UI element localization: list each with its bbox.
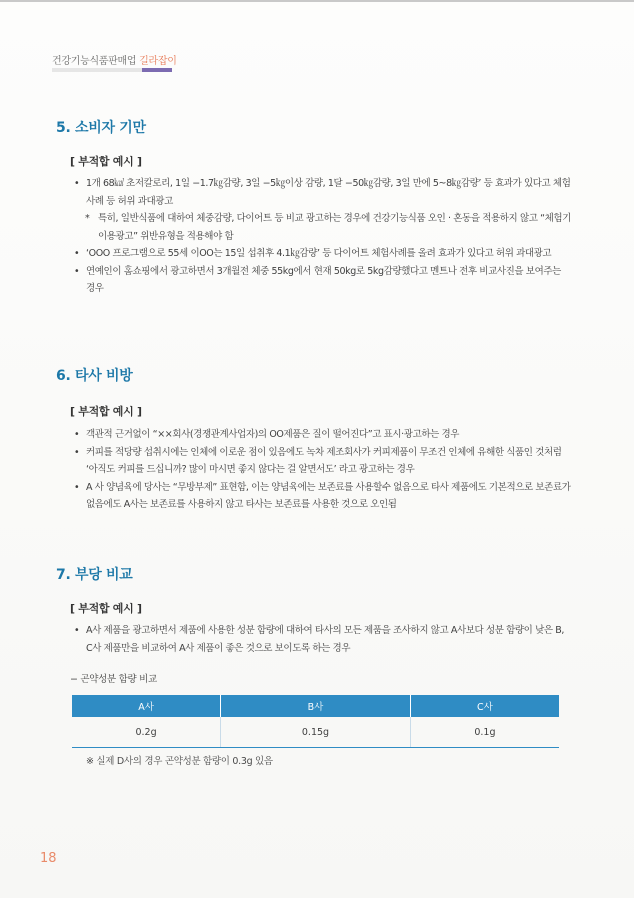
section-item-list xyxy=(72,622,572,657)
section-subhead: [ 부적합 예시 ] xyxy=(70,602,142,615)
bullet-marker: • xyxy=(74,429,80,440)
bullet-marker: • xyxy=(74,178,80,189)
bullet-marker: • xyxy=(74,625,80,636)
list-item xyxy=(72,175,572,210)
section-subhead: [ 부적합 예시 ] xyxy=(70,155,142,168)
section-title-unfair-comparison: 7. 부당 비교 xyxy=(56,567,133,583)
list-item xyxy=(72,263,572,298)
list-item xyxy=(72,426,572,444)
header-title: 건강기능식품판매업 xyxy=(52,56,137,67)
bullet-marker: • xyxy=(74,265,80,277)
list-item xyxy=(72,245,572,263)
table-row xyxy=(72,717,559,748)
bullet-marker: • xyxy=(74,481,80,493)
list-item-text: 커피를 적당량 섭취시에는 인체에 이로운 점이 있음에도 녹차 제조회사가 커피제품이 무조건 인체에 유해한 식품인 것처럼 ‘아직도 커피를 드십니까? 많이 마시면 좋지 않다는 걸 알면서도’ 라고 광고하는 경우 xyxy=(86,446,562,475)
list-item-text: ‘OOO 프로그램으로 55세 이OO는 15일 섭취후 4.1㎏감량’ 등 다이어트 체험사례를 올려 효과가 있다고 허위 과대광고 xyxy=(86,248,552,259)
table-cell: 0.2g xyxy=(72,717,221,748)
note-marker: * xyxy=(85,213,90,224)
section-item-list xyxy=(72,175,572,298)
list-item xyxy=(72,622,572,657)
list-item-text: A사 제품을 광고하면서 제품에 사용한 성분 함량에 대하여 타사의 모든 제품을 조사하지 않고 A사보다 성분 함량이 낮은 B, C사 제품만을 비교하여 A사 제품이 좋은 것으로 보이도록 하는 경우 xyxy=(86,625,564,654)
table-footnote: ※ 실제 D사의 경우 곤약성분 함량이 0.3g 있음 xyxy=(86,756,273,767)
bullet-marker: • xyxy=(74,446,80,458)
table-cell: 0.15g xyxy=(221,717,411,748)
table-cell: 0.1g xyxy=(410,717,559,748)
list-item-text: A 사 양념육에 당사는 “무방부제” 표현함, 이는 양념육에는 보존료를 사용할수 없음으로 타사 제품에도 기본적으로 보존료가 없음에도 A사는 보존료를 사용하지 않고 타사는 보존료를 사용한 것으로 오인됨 xyxy=(86,481,571,510)
table-header-cell: C사 xyxy=(410,695,559,717)
bullet-marker: • xyxy=(74,248,80,259)
table-header-cell: B사 xyxy=(221,695,411,717)
section-title-competitor-slander: 6. 타사 비방 xyxy=(56,368,133,384)
list-item-text: 연예인이 홈쇼핑에서 광고하면서 3개월전 체중 55kg에서 현재 50kg로 5kg감량했다고 멘트나 전후 비교사진을 보여주는 경우 xyxy=(86,265,561,294)
list-item-note xyxy=(72,210,572,245)
list-item xyxy=(72,479,572,514)
page-number: 18 xyxy=(40,851,57,866)
section-item-list xyxy=(72,426,572,514)
list-item xyxy=(72,444,572,479)
section-title-consumer-deception: 5. 소비자 기만 xyxy=(56,120,146,136)
table-header-cell: A사 xyxy=(72,695,221,717)
list-item-text: 1개 68㎉ 초저칼로리, 1일 −1.7㎏감량, 3일 −5㎏이상 감량, 1달 −50㎏감량, 3일 만에 5~8㎏감량’ 등 효과가 있다고 체험사례 등 허위 과대광고 xyxy=(86,178,571,207)
header-underline xyxy=(52,68,172,72)
header-underline-accent xyxy=(142,68,172,72)
header-highlight: 길라잡이 xyxy=(139,56,177,67)
section-subhead: [ 부적합 예시 ] xyxy=(70,405,142,418)
list-item-text: 특히, 일반식품에 대하여 체중감량, 다이어트 등 비교 광고하는 경우에 건강기능식품 오인 · 혼동을 적용하지 않고 “체험기 이용광고” 위반유형을 적용해야 함 xyxy=(98,213,571,242)
running-header xyxy=(52,52,177,67)
list-item-text: 객관적 근거없이 “××회사(경쟁관계사업자)의 OO제품은 질이 떨어진다”고 표시·광고하는 경우 xyxy=(86,429,460,440)
ingredient-comparison-table xyxy=(72,695,559,748)
comparison-label: − 곤약성분 함량 비교 xyxy=(70,674,157,685)
top-border-line xyxy=(0,0,634,2)
table-header-row xyxy=(72,695,559,717)
